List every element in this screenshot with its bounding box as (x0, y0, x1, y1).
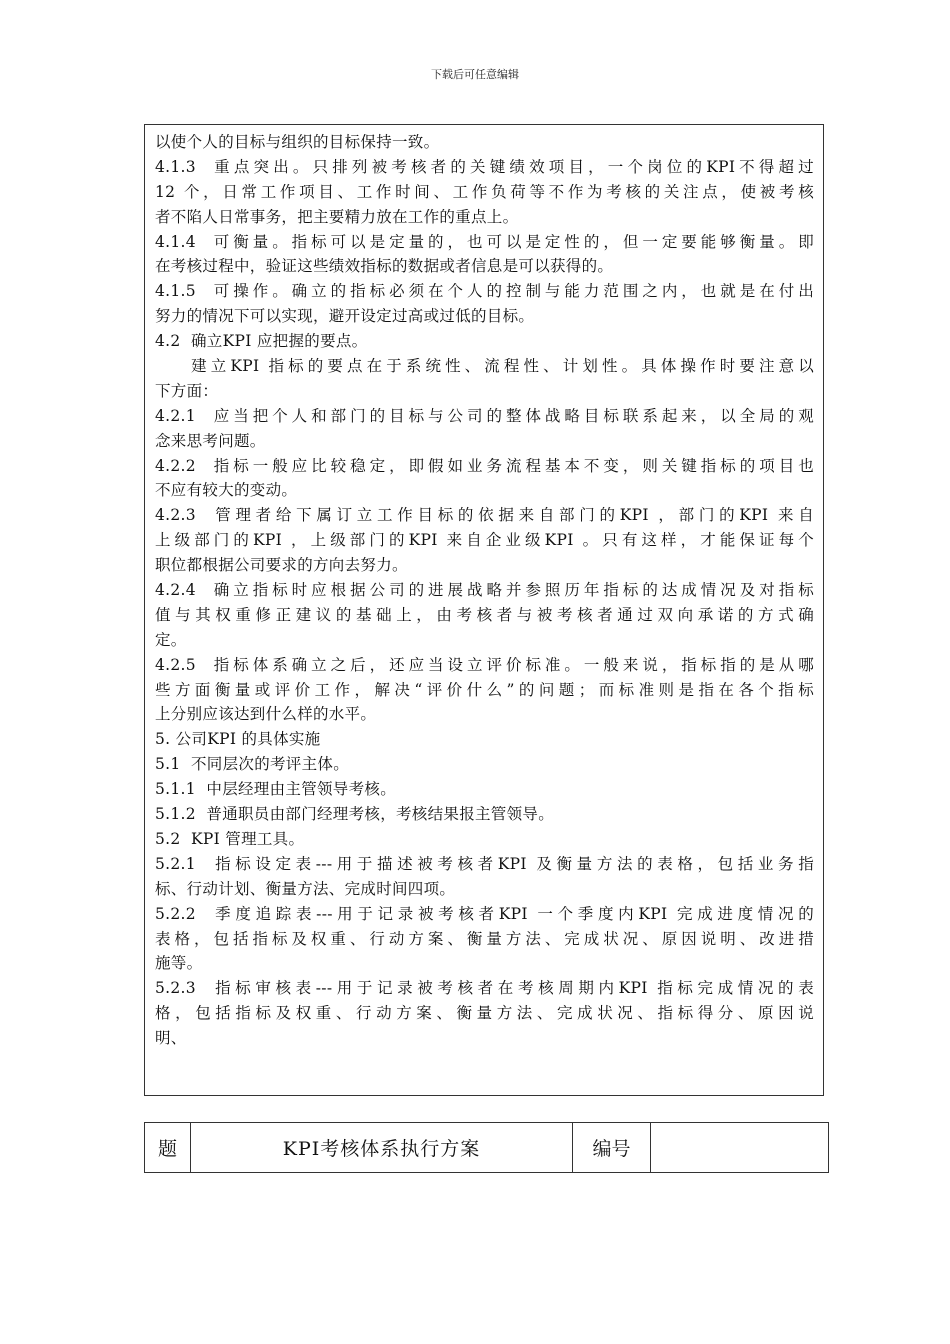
body-text-line: 5.1.1 中层经理由主管领导考核。 (155, 780, 396, 799)
title-table-row (145, 1123, 829, 1173)
body-text-line: 4.2.3 管理者给下属订立工作目标的依据来自部门的KPI ，部门的KPI 来自 (155, 506, 814, 525)
body-text-line: 职位都根据公司要求的方向去努力。 (155, 556, 408, 575)
body-text-line: 4.1.5 可操作。确立的指标必须在个人的控制与能力范围之内，也就是在付出 (155, 282, 814, 301)
body-text-line: 4.2.2 指标一般应比较稳定，即假如业务流程基本不变，则关键指标的项目也 (155, 456, 814, 475)
body-text-line: 表格，包括指标及权重、行动方案、衡量方法、完成状况、原因说明、改进措 (155, 929, 814, 948)
body-text-line: 在考核过程中，验证这些绩效指标的数据或者信息是可以获得的。 (155, 257, 614, 276)
body-text-line: 5.2.2 季度追踪表---用于记录被考核者KPI 一个季度内KPI 完成进度情况的 (155, 904, 814, 923)
body-text-line: 下方面： (155, 381, 219, 400)
body-text-line: 定。 (155, 630, 187, 649)
document-content-box (144, 124, 824, 1096)
body-text-line: 明、 (155, 1029, 187, 1048)
body-text-line: 以使个人的目标与组织的目标保持一致。 (155, 133, 440, 151)
body-text-line: 念来思考问题。 (155, 431, 266, 450)
title-label-cell: 题 (145, 1123, 191, 1173)
document-title-table (144, 1122, 829, 1173)
body-text-line: 4.2.4 确立指标时应根据公司的进展战略并参照历年指标的达成情况及对指标 (155, 581, 814, 600)
body-text-line: 施等。 (155, 954, 203, 973)
body-text-line: 12 个，日常工作项目、工作时间、工作负荷等不作为考核的关注点，使被考核 (155, 182, 814, 201)
body-text-line: 些方面衡量或评价工作，解决“评价什么”的问题；而标准则是指在各个指标 (155, 680, 814, 699)
body-text-line: 上分别应该达到什么样的水平。 (155, 705, 377, 724)
body-text-line: 标、行动计划、衡量方法、完成时间四项。 (155, 879, 456, 898)
body-text-line: 4.2.5 指标体系确立之后，还应当设立评价标准。一般来说，指标指的是从哪 (155, 655, 814, 674)
body-text-line: 不应有较大的变动。 (155, 481, 298, 500)
body-text-line: 5.2.3 指标审核表---用于记录被考核者在考核周期内KPI 指标完成情况的表 (155, 979, 814, 998)
body-text-line: 4.2 确立KPI 应把握的要点。 (155, 332, 368, 351)
body-text-line: 4.1.4 可衡量。指标可以是定量的，也可以是定性的，但一定要能够衡量。即 (155, 232, 814, 251)
body-text-line: 5.2 KPI 管理工具。 (155, 829, 305, 848)
body-text-line: 努力的情况下可以实现，避开设定过高或过低的目标。 (155, 307, 535, 326)
body-text-line: 5.1.2 普通职员由部门经理考核，考核结果报主管领导。 (155, 805, 554, 824)
number-value-cell (651, 1123, 829, 1173)
page-header-note: 下载后可任意编辑 (431, 68, 519, 81)
body-text-line: 4.1.3 重点突出。只排列被考核者的关键绩效项目，一个岗位的KPI不得超过 (155, 157, 814, 176)
body-text-line: 5.2.1 指标设定表---用于描述被考核者KPI 及衡量方法的表格，包括业务指 (155, 854, 814, 873)
body-text-line: 值与其权重修正建议的基础上，由考核者与被考核者通过双向承诺的方式确 (155, 605, 814, 624)
body-text-line: 上级部门的KPI ，上级部门的KPI 来自企业级KPI 。只有这样，才能保证每个 (155, 531, 814, 550)
body-text-line: 者不陷人日常事务，把主要精力放在工作的重点上。 (155, 207, 519, 226)
document-title-cell: KPI考核体系执行方案 (191, 1123, 573, 1173)
body-text-line: 格，包括指标及权重、行动方案、衡量方法、完成状况、指标得分、原因说 (155, 1004, 814, 1023)
body-text-line: 5.1 不同层次的考评主体。 (155, 755, 350, 774)
body-text-line: 5. 公司KPI 的具体实施 (155, 730, 321, 749)
body-text-line: 建立KPI 指标的要点在于系统性、流程性、计划性。具体操作时要注意以 (155, 357, 814, 376)
body-text-line: 4.2.1 应当把个人和部门的目标与公司的整体战略目标联系起来，以全局的观 (155, 406, 814, 425)
number-label-cell: 编号 (573, 1123, 651, 1173)
